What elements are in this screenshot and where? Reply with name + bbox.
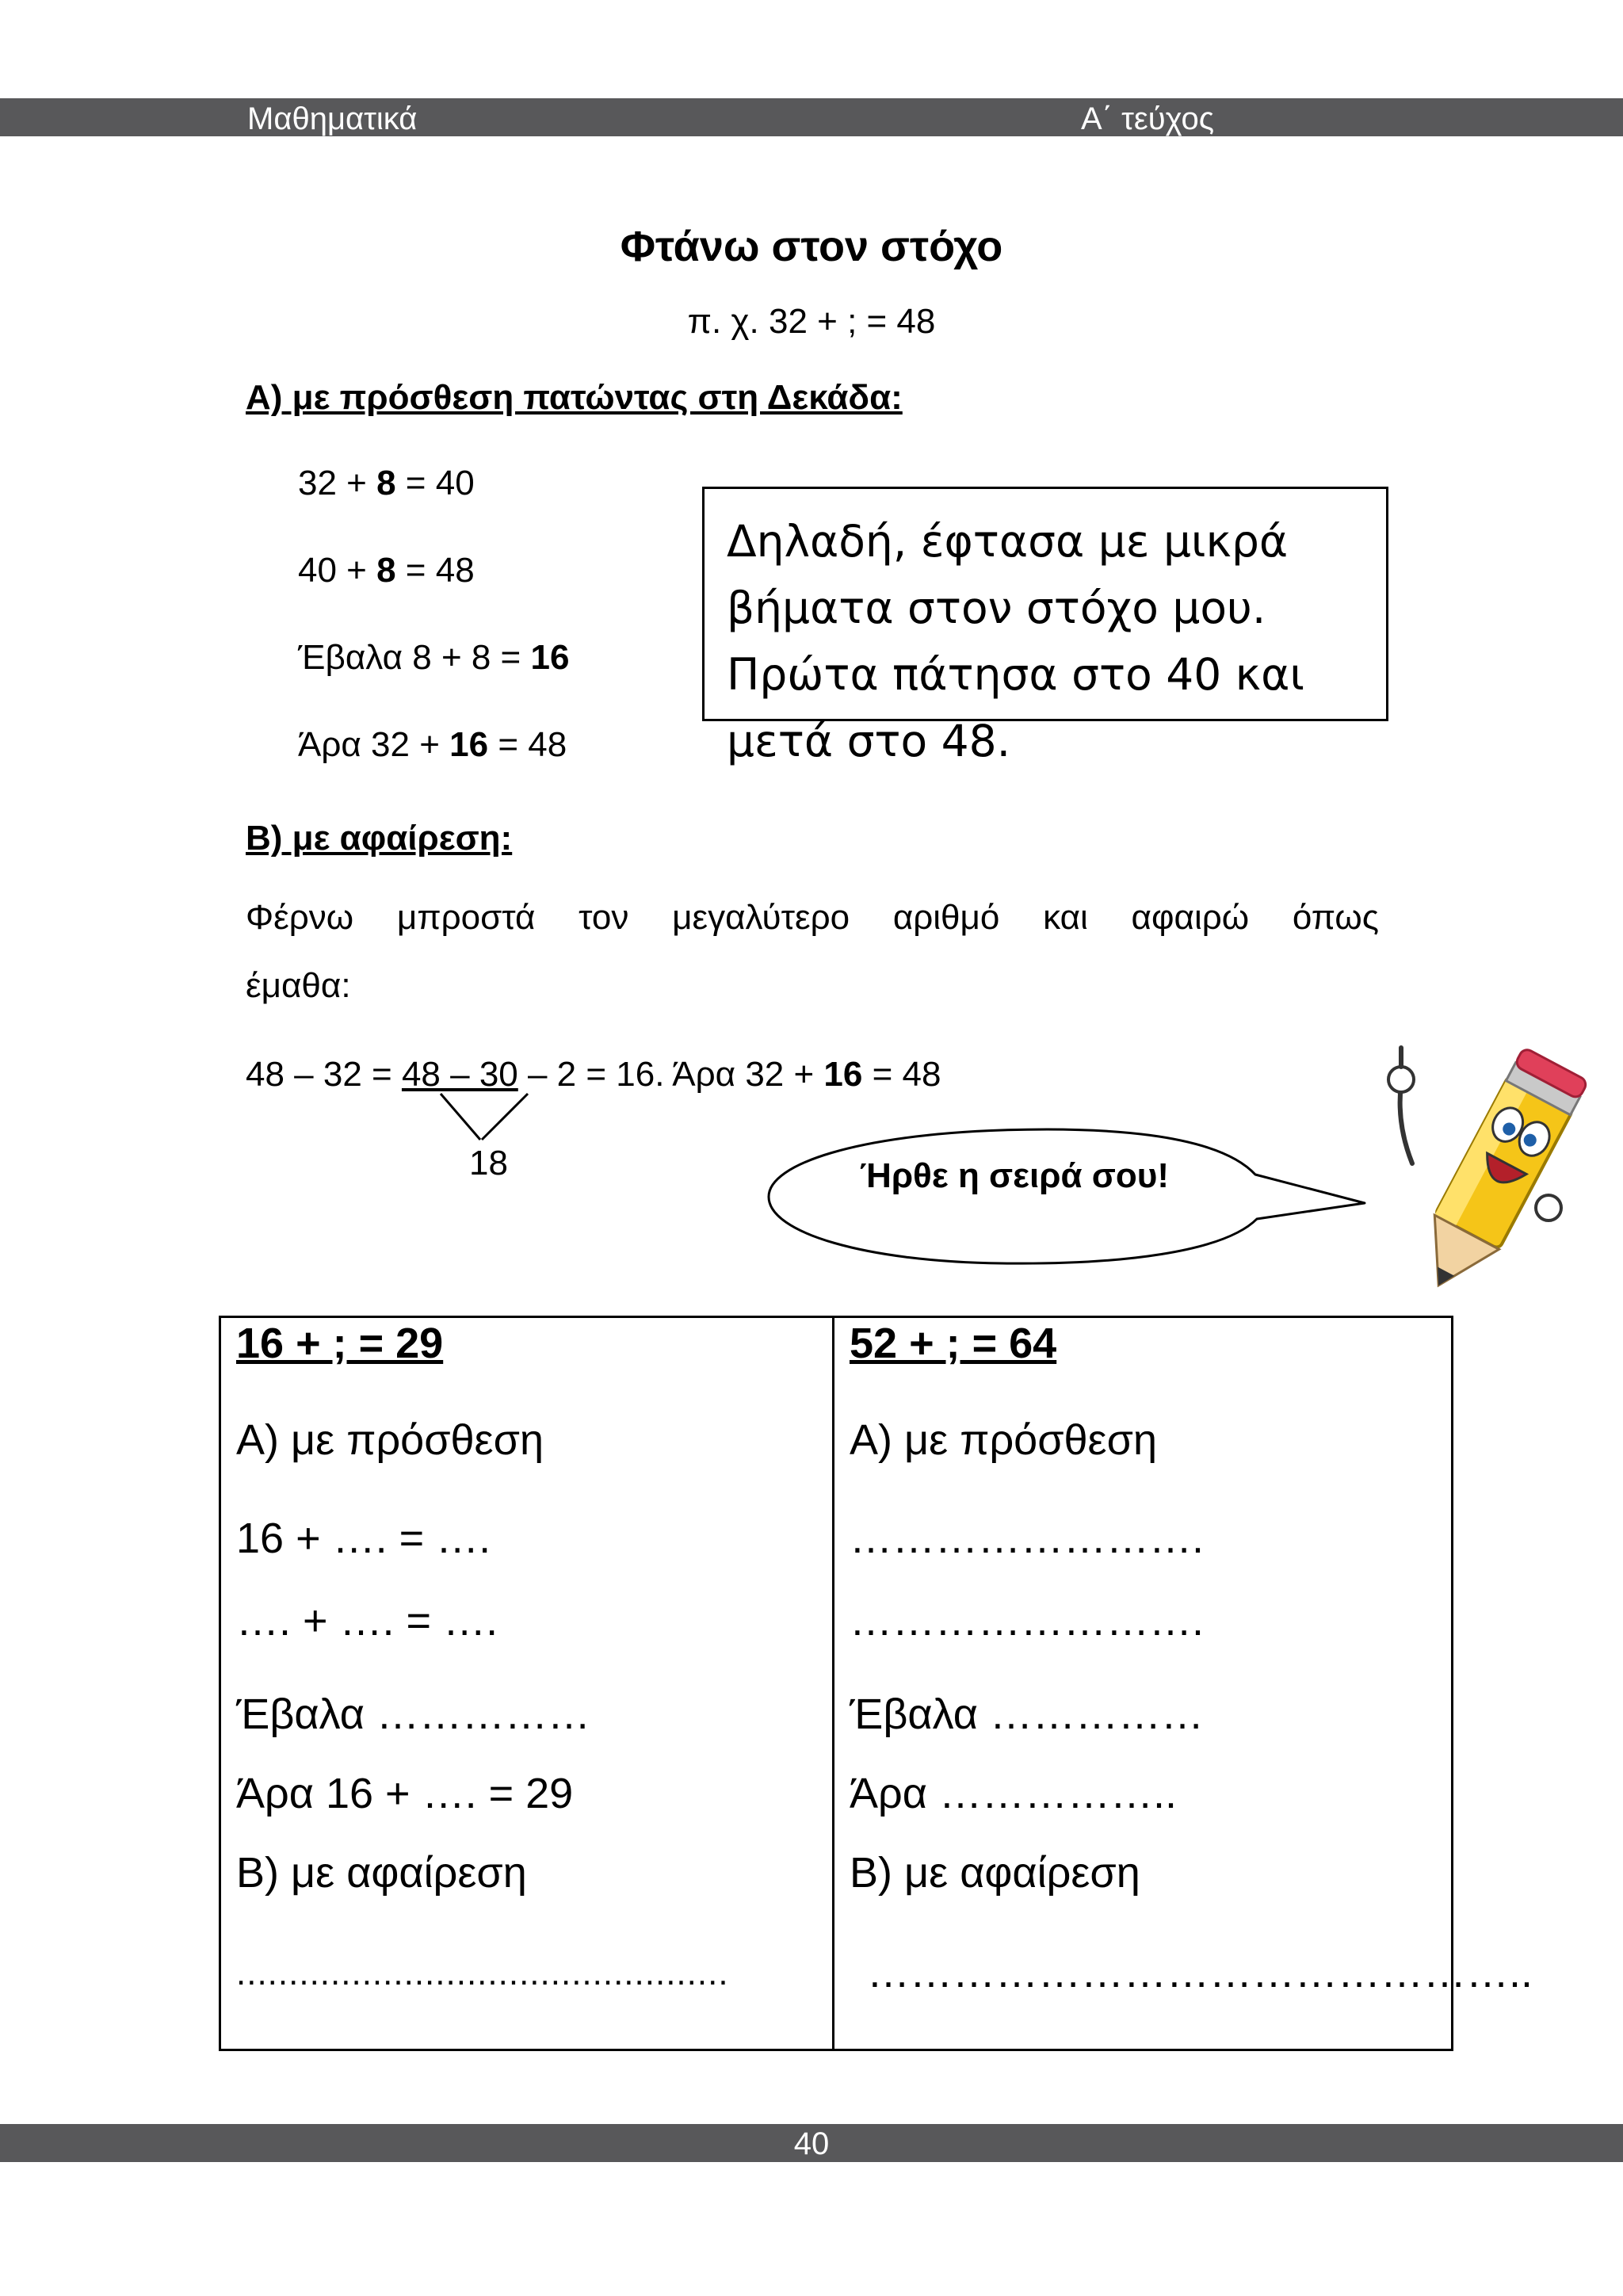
exercise-2-title: 52 + ; = 64 — [850, 1320, 1057, 1367]
exercise-2-line-2[interactable]: ……………………. — [850, 1597, 1205, 1645]
page-number: 40 — [793, 2126, 830, 2161]
exercise-2-method-b: Β) με αφαίρεση — [850, 1849, 1140, 1897]
exercise-2-placed[interactable]: Έβαλα …………… — [850, 1690, 1205, 1738]
section-b-text-line-2: έμαθα: — [246, 966, 351, 1005]
exercise-2-answer[interactable]: ……………………………………….. — [867, 1949, 1533, 1996]
page-title: Φτάνω στον στόχο — [620, 223, 1003, 270]
pencil-mascot-icon — [1365, 1045, 1594, 1314]
exercise-1-method-b: Β) με αφαίρεση — [236, 1849, 527, 1897]
header-subject: Μαθηματικά — [247, 101, 418, 136]
footer-band — [0, 2124, 1623, 2162]
exercise-2-result[interactable]: Άρα …………….. — [850, 1770, 1177, 1817]
header-band — [0, 98, 1623, 136]
exercise-1-method-a: Α) με πρόσθεση — [236, 1416, 544, 1464]
header-issue: Α΄ τεύχος — [1081, 101, 1215, 136]
section-a-heading: Α) με πρόσθεση πατώντας στη Δεκάδα: — [246, 378, 903, 417]
step-line-2: 40 + 8 = 48 — [298, 551, 475, 590]
step-line-4: Άρα 32 + 16 = 48 — [298, 725, 567, 764]
section-b-heading: Β) με αφαίρεση: — [246, 819, 513, 858]
exercise-1-result[interactable]: Άρα 16 + …. = 29 — [236, 1770, 574, 1817]
exercise-1-line-1[interactable]: 16 + …. = …. — [236, 1515, 491, 1562]
exercise-1-title: 16 + ; = 29 — [236, 1320, 444, 1367]
speech-bubble-text: Ήρθε η σειρά σου! — [859, 1156, 1169, 1195]
exercise-1-placed[interactable]: Έβαλα …………… — [236, 1690, 591, 1738]
section-b-text-line-1: Φέρνω μπροστά τον μεγαλύτερο αριθμό και αφαιρώ όπως — [246, 898, 1379, 937]
explanation-note-box: Δηλαδή, έφτασα με μικρά βήματα στον στόχο μου. Πρώτα πάτησα στο 40 και μετά στο 48. — [702, 487, 1388, 721]
exercise-2-method-a: Α) με πρόσθεση — [850, 1416, 1157, 1464]
speech-bubble — [764, 1125, 1366, 1268]
exercise-table-divider — [832, 1316, 834, 2051]
example-equation: π. χ. 32 + ; = 48 — [687, 302, 936, 341]
exercise-1-line-2[interactable]: …. + …. = …. — [236, 1597, 498, 1645]
exercise-1-answer[interactable]: ............................................... — [236, 1954, 729, 1992]
step-line-1: 32 + 8 = 40 — [298, 464, 475, 502]
step-line-3: Έβαλα 8 + 8 = 16 — [298, 638, 570, 677]
subtraction-equation: 48 – 32 = 48 – 30 – 2 = 16. Άρα 32 + 16 = 48 — [246, 1055, 941, 1094]
exercise-2-line-1[interactable]: ……………………. — [850, 1515, 1205, 1562]
decomposition-result: 18 — [469, 1144, 508, 1182]
